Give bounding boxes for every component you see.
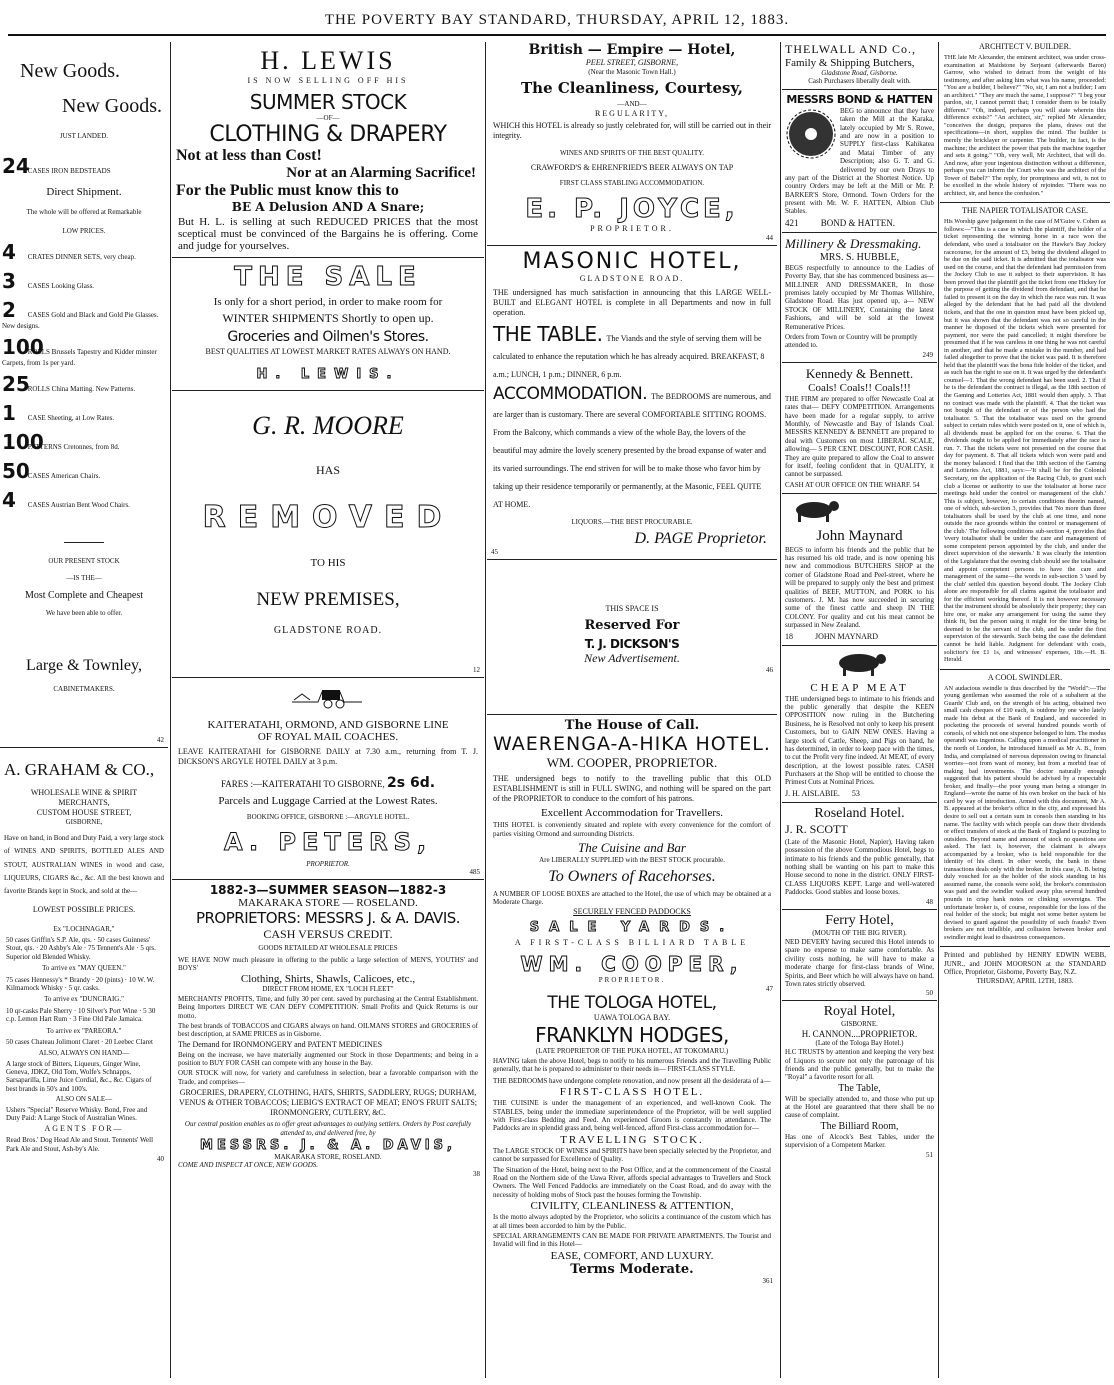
- royal-table: The Table,: [838, 1082, 881, 1094]
- travelling-stock: TRAVELLING STOCK.: [560, 1133, 704, 1146]
- goods-retailed: GOODS RETAILED AT WHOLESALE PRICES: [258, 944, 398, 953]
- to-his: TO HIS: [310, 557, 346, 570]
- peel-street: PEEL STREET, GISBORNE,: [585, 58, 679, 67]
- roseland-hotel: Roseland Hotel.: [814, 805, 905, 821]
- accommodation: ACCOMMODATION.: [493, 383, 648, 404]
- goods-quantity: 1: [2, 401, 16, 426]
- ad-rule: [782, 909, 937, 910]
- ad-ref: 50: [926, 989, 933, 998]
- situation: The Situation of the Hotel, being next to the Post Office, and at the commencement of the Coastal Road on the Northern side of the Uawa River, affords special advantages to Travellers and Stock Owners. The Well Fenced Paddocks are immediately on the Coast Road, and do away with the necessity of holding mobs of Stock past the houses forming the Township.: [493, 1165, 771, 1199]
- firm-name: Large & Townley,: [26, 657, 142, 675]
- fares-label: FARES :—KAITERATAHI TO GISBORNE,: [220, 779, 385, 790]
- column-2: [172, 42, 484, 1378]
- near-masonic: (Near the Masonic Town Hall.): [588, 68, 676, 76]
- coals: Coals! Coals!! Coals!!!: [808, 381, 911, 394]
- goods-quantity: 25: [2, 372, 30, 397]
- ad-ref: 40: [157, 1155, 164, 1164]
- column-rule: [938, 42, 939, 1378]
- goods-quantity: 4: [2, 240, 16, 265]
- uawa: UAWA TOLOGA BAY.: [593, 1012, 671, 1022]
- divider: [940, 669, 1110, 670]
- ad-rule: [782, 1000, 937, 1001]
- goods-list: [0, 240, 168, 512]
- ease-comfort: EASE, COMFORT, AND LUXURY.: [550, 1249, 714, 1262]
- ad-ref: 42: [157, 735, 164, 744]
- ex-duncraig-list: 10 qr-casks Pale Sherry · 10 Silver's Port Wine · 5 30 c.p. Lemon Hart Rum · 3 Fine Old Pale Jamaica.: [6, 1006, 156, 1024]
- divider: [172, 390, 484, 391]
- coach-icon: [172, 682, 484, 715]
- terms-moderate: Terms Moderate.: [570, 1261, 694, 1277]
- public-know: For the Public must know this to: [176, 182, 399, 200]
- billiard-room: The Billiard Room,: [820, 1120, 899, 1132]
- late-puka: (LATE PROPRIETOR OF THE PUKA HOTEL, AT TOKOMARU.): [535, 1046, 729, 1055]
- messrs-davis: MESSRS. J. & A. DAVIS,: [200, 1138, 456, 1154]
- hc-text: H.C TRUSTS by attention and keeping the very best of Liquors to secure not only the patronage of his friends and the public generally, but to make the "Royal" a favorite resort for all.: [785, 1048, 934, 1082]
- column-rule: [780, 42, 781, 1378]
- convenient-text: THIS HOTEL is conveniently situated and replete with every convenience for the comfort of parties visiting Ormond and surrounding Districts.: [493, 821, 771, 838]
- custom-house: CUSTOM HOUSE STREET,: [36, 807, 132, 817]
- ad-ref: 485: [469, 868, 480, 877]
- billiard-table: A FIRST-CLASS BILLIARD TABLE: [514, 938, 750, 948]
- season: 1882-3—SUMMER SEASON—1882-3: [209, 883, 447, 898]
- ad-rule: [782, 493, 937, 494]
- ad-ref: 45: [491, 547, 498, 556]
- also-text: A large stock of Bitters, Liqueurs, Ginger Wine, Geneva, JDKZ, Old Tom, Wolfe's Schnapps, Sarsaparilla, Lime Juice Cordial, &c., &c. Cigars of best brands in 50's and 100's.: [6, 1059, 152, 1093]
- ad-ref: 421: [785, 217, 799, 228]
- ex-pareora: To arrive ex "PAREORA.": [46, 1026, 122, 1035]
- goods-quantity: 3: [2, 269, 16, 294]
- hubble-text: BEGS respectfully to announce to the Ladies of Poverty Bay, that she has commenced business as— MILLINER AND DRESSMAKER, In those premises lately occupied by Mr Thomas Willshire, Gladstone Road. Has just opened up, a— NEW STOCK OF MILLINERY, Containing the latest Fashions, and will be sold at the lowest Remunerative Prices.: [785, 263, 934, 331]
- auction-note: The whole will be offered at Remarkable: [26, 208, 142, 217]
- column-3: [487, 42, 777, 1378]
- ad-ref: 12: [473, 666, 480, 675]
- masonic-intro: THE undersigned has much satisfaction in announcing that this LARGE WELL-BUILT and ELEGANT HOTEL is complete in all Departments and now in full operation.: [493, 287, 771, 317]
- goods-description: CASES American Chairs.: [27, 472, 101, 481]
- ex-duncraig: To arrive ex "DUNCRAIG.": [44, 995, 124, 1004]
- this-space: THIS SPACE IS: [605, 604, 659, 614]
- new-goods-heading-2: New Goods.: [62, 95, 162, 117]
- joyce: E. P. JOYCE,: [525, 193, 739, 224]
- cuisine-text: THE CUISINE is under the management of an experienced, and well-known Cook. The STABLES, being under the immediate superintendence of the Proprietor, will be well supplied with First-class Bedding and Feed. An experienced Groom is constantly in attendance. The Paddocks are in splendid grass and, being well-fenced, afford First-class accommodation for—: [493, 1099, 771, 1133]
- cooper-intro: THE undersigned begs to notify to the travelling public that this OLD ESTABLISHMENT is still in FULL SWING, and nothing will be spared on the part of the PROPRIETOR to conduce to the comfort of his patrons.: [493, 774, 771, 804]
- groceries: Groceries and Oilmen's Stores.: [227, 329, 429, 346]
- goods-list-item: [2, 240, 168, 264]
- orders: Orders from Town or Country will be promptly attended to.: [785, 332, 918, 350]
- kennedy-bennett: Kennedy & Bennett.: [805, 365, 914, 381]
- sale-text: Ushers "Special" Reserve Whisky. Bond, Free and Duty Paid: A Large Stock of Australian Wines.: [6, 1105, 148, 1123]
- ferry-text: NED DEVERY having secured this Hotel intends to spare no expense to make same comfortable. As civility costs nothing, he will have to make a moderate charge for first-class brands of Wine, Spirits, and Beer which he will always have on hand. Town rates strictly observed.: [785, 938, 934, 988]
- bedrooms: THE BEDROOMS have undergone complete renovation, and now present all the desiderata of a—: [493, 1076, 771, 1085]
- royal-hotel: Royal Hotel,: [823, 1004, 896, 1020]
- goods-list-item: [2, 459, 168, 483]
- ad-rule: [487, 559, 777, 560]
- booking-office: BOOKING OFFICE, GISBORNE :—ARGYLE HOTEL.: [246, 813, 410, 822]
- lewis-signature: H. LEWIS.: [256, 367, 400, 383]
- goods-description: CRATES DINNER SETS, very cheap.: [27, 253, 136, 262]
- our-stock: OUR STOCK will now, for variety and carefulness in selection, bear a favorable comparison with the Trade, and comprises—: [178, 1069, 478, 1086]
- summer-stock: SUMMER STOCK: [249, 90, 407, 114]
- goods-list-item: [2, 430, 168, 454]
- masonic-hotel: MASONIC HOTEL,: [522, 248, 742, 274]
- makaraka-store: MAKARAKA STORE — ROSELAND.: [238, 897, 418, 910]
- hodges: FRANKLYN HODGES,: [535, 1022, 729, 1047]
- cash-wharf: CASH AT OUR OFFICE ON THE WHARF.: [785, 480, 912, 489]
- goods-quantity: 4: [2, 488, 16, 513]
- bull-icon: [782, 497, 937, 528]
- sawblade-icon: [785, 108, 837, 165]
- large-stock: The LARGE STOCK OF WINES and SPIRITS have been specially selected by the Proprietor, and cannot be surpassed for Excellence of Quality.: [493, 1146, 771, 1164]
- cheap-meat: CHEAP MEAT: [810, 681, 909, 694]
- wines: WINES AND SPIRITS OF THE BEST QUALITY.: [559, 148, 705, 157]
- winter-shipments: WINTER SHIPMENTS Shortly to open up.: [222, 311, 434, 326]
- column-4: [782, 42, 937, 1378]
- ad-rule: [782, 362, 937, 363]
- ferry-hotel: Ferry Hotel,: [825, 912, 894, 928]
- family-butchers: Family & Shipping Butchers,: [785, 57, 915, 69]
- cleanliness: The Cleanliness, Courtesy,: [521, 79, 743, 98]
- racehorses: To Owners of Racehorses.: [548, 867, 716, 885]
- cuisine-bar: The Cuisine and Bar: [578, 840, 686, 856]
- page-proprietor: D. PAGE Proprietor.: [634, 529, 767, 547]
- dickson: T. J. DICKSON'S: [584, 637, 680, 652]
- makaraka-2: MAKARAKA STORE, ROSELAND.: [274, 1153, 382, 1162]
- coach-times: LEAVE KAITERATAHI for GISBORNE DAILY at 7.30 a.m., returning from T. J. DICKSON'S ARGYLE HOTEL DAILY at 3 p.m.: [178, 747, 478, 767]
- ad-rule: [487, 245, 777, 246]
- having-taken: HAVING taken the above Hotel, begs to notify to his numerous Friends and the Travelling Public generally, that he is prepared to administer to their needs in— FIRST-CLASS STYLE.: [493, 1057, 771, 1074]
- also-on-hand: ALSO, ALWAYS ON HAND—: [38, 1049, 130, 1058]
- imprint: Printed and published by HENRY EDWIN WEBB, JUNR., and JOHN MOORSON at the STANDARD Office, Proprietor, Gisborne, Poverty Bay, N.Z.: [944, 951, 1106, 977]
- supplied: Are LIBERALLY SUPPLIED with the BEST STOCK procurable.: [539, 856, 725, 865]
- royal-mail: OF ROYAL MAIL COACHES.: [257, 731, 399, 744]
- wm-cooper: WM. COOPER,: [520, 952, 744, 977]
- ad-ref: 361: [762, 1276, 773, 1285]
- new-premises: NEW PREMISES,: [256, 589, 400, 611]
- goods-description: CASES Looking Glass.: [27, 282, 95, 291]
- peters-prop: PROPRIETOR.: [306, 859, 350, 868]
- ad-ref: 53: [851, 788, 860, 798]
- not-less-cost: Not at less than Cost!: [176, 147, 322, 165]
- billiard-text: Has one of Alcock's Best Tables, under the supervision of a Competent Marker.: [785, 1132, 934, 1150]
- divider: [64, 542, 104, 543]
- cabinetmakers: CABINETMAKERS.: [53, 685, 115, 694]
- liquors: LIQUORS.—THE BEST PROCURABLE.: [571, 517, 693, 526]
- ad-ref: 18: [785, 631, 793, 641]
- goods-quantity: 100: [2, 430, 44, 455]
- civility: CIVILITY, CLEANLINESS & ATTENTION,: [530, 1200, 734, 1213]
- also-on-sale: ALSO ON SALE—: [55, 1095, 113, 1104]
- ad-rule: [782, 802, 937, 803]
- selling-off: IS NOW SELLING OFF HIS: [247, 76, 409, 85]
- sale-period: Is only for a short period, in order to make room for: [213, 296, 443, 309]
- ex-lochnagar: Ex "LOCHNAGAR,": [53, 924, 115, 933]
- new-advertisement: New Advertisement.: [584, 651, 680, 666]
- divider: [172, 257, 484, 258]
- gladstone-road: GLADSTONE ROAD.: [273, 625, 383, 637]
- ad-ref: 48: [926, 897, 933, 906]
- millinery: Millinery & Dressmaking.: [785, 235, 922, 251]
- architect-text: THE late Mr Alexander, the eminent architect, was under cross-examination at Maidstone by Serjeant (afterwards Baron) Garrow, who wished to detract from the weight of his testimony, and after asking him what was his name, proceeded: "You are a builder, I believe?" "No, sir, I am not a builder; I am an architect." "They are much the same, I suppose?" "I beg your pardon, sir, I cannot permit that; I consider them to be totally different." "Oh, indeed, perhaps you will state wherein this difference exists?" "An architect, sir," replied Mr Alexander, "conceives the design, prepares the plans, draws out the specifications—in short, supplies the mind. The builder is merely the bricklayer or carpenter. The builder, in fact, is the machine; the architect the power that puts the machine together and sets it going." "Oh, very well, Mr Architect, that will do. And now, after your ingenious distinction without a difference, perhaps you can inform the Court who was the architect of the Tower of Babel?" The reply, for promptness and wit, is not to be excelled in the whole history of rejoinder. "There was no architect, sir, and hence the confusion.": [944, 54, 1106, 197]
- cannon: H. CANNON....PROPRIETOR.: [801, 1028, 918, 1039]
- first-class-hotel: FIRST-CLASS HOTEL.: [559, 1086, 705, 1099]
- tologa-hotel: THE TOLOGA HOTEL,: [547, 992, 717, 1013]
- goods-list-item: [2, 372, 168, 396]
- central-position: Our central position enables us to offer great advantages to outlying settlers. Orders by Post carefully attended to, and delivered free, by: [184, 1120, 472, 1137]
- column-1: [0, 42, 168, 1378]
- joyce-prop: PROPRIETOR.: [590, 223, 674, 233]
- scott: J. R. SCOTT: [785, 821, 848, 836]
- goods-description: CASES Austrian Bent Wood Chairs.: [27, 501, 130, 510]
- masthead-rule: [8, 34, 1106, 36]
- weh-text: WE HAVE NOW much pleasure in offering to the public a large selection of MEN'S, YOUTHS' and BOYS': [178, 955, 478, 972]
- hubble: MRS. S. HUBBLE,: [819, 251, 900, 263]
- ox-icon: [782, 649, 937, 682]
- ad-rule: [0, 747, 168, 748]
- goods-description: CASES Gold and Black and Gold Pie Glasses. New designs.: [2, 311, 159, 331]
- lot-text: CASES IRON BEDSTEADS: [27, 167, 111, 176]
- ad-ref: 46: [766, 666, 773, 675]
- imprint-date: THURSDAY, APRIL 12TH, 1883.: [976, 977, 1074, 986]
- which-text: WHICH this HOTEL is already so justly celebrated for, will still be carried out in their integrity.: [493, 120, 771, 140]
- napier-text: His Worship gave judgement in the case of M'Guire v. Cohen as follows:—"This is a case in which the plaintiff, the holder of a ticket representing the winning horse in a race won the defendant, who used a totalisator on the Hawke's Bay Jockey racecourse, for the amount of £3, being the dividend alleged to be due on the said ticket. It is admitted that the totalisator was used on the course, and that the defendant had permission from the Jockey Club to use it subject to their supervision. It has been proved that the plaintiff got the ticket from one Hickey for the purpose of getting the dividend from defendant, and that he failed to present it on the day in which the race was run. It was alleged by the defendant that he had paid all the dividend tickets, and that the one in question must have been picked up, but it was shown that the defendant was not so careful in the manner he disposed of the tickets which were presented for payment, nor were the paid cancelled; it might therefore be presumed that if he was careless in one thing he was not careful in another, and that he made a mistake in the number, and had failed altogether to prove that the ticket was paid. It is therefore held that the plaintiff was the bona fide holder of the ticket, and as such has the right to sue on it. It was urged by the defendant's counsel—1. That the wrong defendant has been sued. 2. That if he is the defendant the contract is illegal, as the 18th section of the Gaming and Lotteries Act, 1881 would then apply. 3. That no contract was made with the plaintiff. 4. That the ticket was not bought of the defendant or of the person who had the totalisator. 5. That the totalisator was used on the ground subject to certain rules which were posted on it, one of which is, all dividends must be applied for on the course. 6. That the dividends ought to be applied for immediately after the race is run. 7. That the tickets were not presented on the course that day for payment. 8. That all tickets which won were paid and the money balanced. I find that the 18th section of the Gaming and Lotteries Act, 1881, says:—'It shall be for the Colonial Secretary, on the application of the Racing Club, to grant such club a license or authority to use the totalisator at horse race meetings held under the control or management of the club.' This is subject, however, to certain conditions therein named, one of which, sub-section 3, provides that 'No more than three totalisators shall be used by the club at one time, and none outside the race grounds within the control or management of the club.' The following conditions sub-section 4, provides that 'every totalisator shall be under the care and management of some competent person appointed by the club, and under the direct supervision of the stewards.' It was clearly the intention of the Legislature that the owning club should see the totalisator and appoint competent persons to have the care and management of the same—the words in sub-section 3 'used by the club' settled this question beyond doubt. The Jockey Club alone are responsible for all claims against the totalisator and for the efficient working thereof. It is not however necessary that the instrument should be absolutely their property; they can hire one, or make any arrangement for using the same they think fit, but the person using it might for the time being be deemed to be the servant of the club, and be under the first supervision of the stewards. Such being the case the defendant cannot be held liable. Judgment for defendant with costs, solicitor's fee £1 1s, and witnesses' expenses, 18s.—H. B. Herald.: [944, 218, 1106, 664]
- tobaccos: The best brands of TOBACCOS and CIGARS always on hand. OILMANS STORES and GROCERIES of best description, at SAME PRICES as in Gisborne.: [178, 1021, 478, 1039]
- british-empire: British — Empire — Hotel,: [528, 42, 736, 58]
- goods-list-item: [2, 488, 168, 512]
- column-5: [940, 42, 1110, 1378]
- divider: [940, 202, 1110, 203]
- ex-pareora-list: 50 cases Chateau Jolimont Claret · 20 Leebec Claret: [6, 1037, 153, 1046]
- regularity: REGULARITY,: [594, 108, 670, 118]
- special-arrangements: SPECIAL ARRANGEMENTS CAN BE MADE FOR PRIVATE APARTMENTS. The Tourist and Invalid will find in this Hotel—: [493, 1231, 771, 1249]
- accommodation-text: The BEDROOMS are numerous, and are larger than is customary. There are several COMFORTABLE SITTING ROOMS. From the Balcony, which commands a view of the whole Bay, the lovers of the beautiful may admire the lovely scenery presented by the broad expanse of water and its varied surroundings. The end striven for will be to make those who favor him by taking up their residence temporarily or permanently, at the Masonic, FEEL QUITE AT HOME.: [493, 391, 771, 509]
- maynard-signature: JOHN MAYNARD: [815, 631, 879, 641]
- of: —OF—: [316, 114, 340, 122]
- lot-number: 24: [2, 154, 30, 179]
- goods-quantity: 50: [2, 459, 30, 484]
- royal-table-text: Will be specially attended to, and those who put up at the Hotel are guaranteed that there shall be no cause of complaint.: [785, 1094, 934, 1120]
- ad-ref: 44: [766, 233, 773, 242]
- fare: 2s 6d.: [387, 775, 436, 792]
- ex-may-queen-list: 75 cases Hennessy's * Brandy · 20 (pints) · 10 W. W. Kilmarnock Whisky · 5 qr. casks.: [6, 975, 155, 992]
- direct-shipment: Direct Shipment.: [46, 186, 122, 199]
- parcels: Parcels and Luggage Carried at the Lowest Rates.: [218, 795, 438, 808]
- davis: PROPRIETORS: MESSRS J. & A. DAVIS.: [195, 909, 461, 928]
- able-to-offer: We have been able to offer.: [45, 608, 123, 617]
- goods-list-item: [2, 298, 168, 330]
- peters: A. PETERS,: [223, 827, 433, 856]
- goods-list-item: [2, 335, 168, 367]
- increase-text: Being on the increase, we have materially augmented our Stock in those Departments; and being in a position to BUY FOR CASH can compete with any house in the Bay.: [178, 1050, 478, 1068]
- architect-heading: ARCHITECT V. BUILDER.: [978, 42, 1071, 51]
- best-qualities: BEST QUALITIES AT LOWEST MARKET RATES ALWAYS ON HAND.: [205, 347, 451, 357]
- goods-list-item: [2, 269, 168, 293]
- clothing-drapery: CLOTHING & DRAPERY: [209, 122, 447, 148]
- coach-line: KAITERATAHI, ORMOND, AND GISBORNE LINE: [207, 719, 449, 732]
- goods-quantity: 100: [2, 335, 44, 360]
- mouth-big-river: (MOUTH OF THE BIG RIVER).: [812, 928, 907, 937]
- cash-purchasers: Cash Purchasers liberally dealt with.: [808, 77, 911, 86]
- waerenga: WAERENGA-A-HIKA HOTEL.: [493, 733, 771, 756]
- stock-list: GROCERIES, DRAPERY, CLOTHING, HATS, SHIRTS, SADDLERY, RUGS; DURHAM, VENUS & OTHER TOBACCOS; LIEBIG'S EXTRACT OF MEAT; ENO'S FRUIT SALTS; IRONMONGERY, CUTLERY, &C.: [178, 1088, 478, 1118]
- ad-rule: [172, 677, 484, 678]
- ad-rule: [782, 89, 937, 90]
- goods-description: ROLLS Brussels Tapestry and Kidder minster Carpets, from 1s per yard.: [2, 348, 157, 368]
- has: HAS: [315, 463, 340, 478]
- bond-hatten: MESSRS BOND & HATTEN: [786, 92, 933, 106]
- present-stock: OUR PRESENT STOCK: [48, 557, 120, 566]
- column-rule: [170, 42, 171, 1378]
- cooper-prop: WM. COOPER, PROPRIETOR.: [546, 755, 718, 771]
- scott-text: (Late of the Masonic Hotel, Napier), Having taken possession of the above Commodious Hotel, begs to intimate to his friends and the public generally, that nothing shall be wanting on his part to make this House second to none in the district. ONLY FIRST-CLASS LIQUORS KEPT. Large and well-watered Paddocks. Good stables and loose boxes.: [785, 837, 934, 897]
- delusion-snare: BE A Delusion AND A Snare;: [231, 200, 425, 215]
- ad-ref: 47: [766, 984, 773, 993]
- goods-quantity: 2: [2, 298, 16, 323]
- lowest-prices: LOWEST POSSIBLE PRICES.: [32, 904, 136, 914]
- ad-rule: [172, 879, 484, 880]
- swindler-text: AN audacious swindle is thus described by the "World":—The young gentleman who assumed the role of a subaltern at the Guards' Club and, on the strength of his acting, obtained two small cash cheques of £10 each, is outdone by one who lately made his debut at the Bank of England, and succeeded in pocketing the proceeds of several hundred pounds worth of consols, of which not one sixpence belonged to him. The modus operandi was ingenious. Calling upon a medical practitioner in the north of London, he introduced himself as Mr A. B., from India, and complained of nervous depression owing to financial worries—not from want of money, but from a morbid fear of making bad investments. The doctor naturally enough suggested that his patient should be advised by a respectable broker, and finally—the poor young man being a stranger in England—wrote the name of his own broker on the back of his card by way of introduction. Armed with this document, Mr A. B. appeared at the broker's office in the city, and expressed his desire to sell out a certain sum in consols then standing in his name. The facility with which people can draw their dividends or effect transfers of stock at the Bank of England is puzzling to outsiders. Beyond name and amount of stock no questions are asked. The fact is, however, the claimant is always accompanied by a broker, who is held responsible for the identity of his client. In other words, the bank in these transactions deals only with the broker. In this case, A. B. being duly vouched for as the holder of the stock standing in his assumed name, the consols were sold, the broker's commission was paid and the swindler walked away plus several hundred pounds in crisp bank notes or clinking sovereigns. The unfortunate broker is, of course, responsible for the loss of the real holder of the stock; but might not some better system be devised to guard against the possibility of such frauds? Even brokers are not infallible, and collusion between broker and swindler might lead to disastrous consequences.: [944, 684, 1106, 941]
- masthead: THE POVERTY BAY STANDARD, THURSDAY, APRIL 12, 1883.: [324, 12, 790, 28]
- cheap-text: THE undersigned begs to intimate to his friends and the public generally that despite the KEEN OPPOSITION now ruling in the Butchering Business, he is Resolved not only to keep his present Customers, but to GAIN NEW ONES. Having a large stock of Cattle, Sheep, and Pigs on hand, he has determined, in order to keep pace with the times, to cut the Profit very fine indeed. At MEAT, of every description, at the lowest possible rates. CASH Purchasers at the Shop will be entitled to choose the Primest Cuts at Nominal Prices.: [785, 694, 934, 787]
- napier-heading: THE NAPIER TOTALISATOR CASE.: [961, 206, 1089, 216]
- alarming-sacrifice: Nor at an Alarming Sacrifice!: [286, 165, 476, 182]
- ad-ref: 38: [473, 1169, 480, 1178]
- clothing-line: Clothing, Shirts, Shawls, Calicoes, etc.,: [240, 973, 416, 986]
- agents-text: Read Bros.' Dog Head Ale and Stout. Tennents' Well Park Ale and Stout, Ash-by's Ale.: [6, 1136, 154, 1153]
- kb-text: THE FIRM are prepared to offer Newcastle Coal at rates that— DEFY COMPETITION. Arrangements have been made for a regular supply, to arrive Monthly, of Newcastle and Bay of Islands Coal. MESSRS KENNEDY & BENNETT are prepared to deal with Customers on most LIBERAL SCALE, allowing— 5 PER CENT. DISCOUNT, FOR CASH. They are quite prepared to allow the Coal to answer for itself, feeling confident that in QUALITY, it cannot be surpassed.: [785, 394, 934, 479]
- goods-description: CASE Sheeting, at Low Rates.: [27, 414, 115, 423]
- crawford: CRAWFORD'S & EHRENFRIED'S BEER ALWAYS ON TAP: [530, 163, 734, 173]
- goods-description: PATTERNS Cretonnes, from 8d.: [27, 443, 120, 452]
- merchants: MERCHANTS,: [58, 797, 110, 807]
- just-landed: JUST LANDED.: [59, 132, 109, 140]
- new-goods-heading: New Goods.: [20, 60, 120, 82]
- ad-ref: 249: [922, 350, 933, 359]
- cash-credit: CASH VERSUS CREDIT.: [263, 927, 393, 942]
- house-of-call: The House of Call.: [564, 718, 700, 734]
- ad-ref: 54: [912, 480, 920, 489]
- thelwall-address: Gladstone Road, Gisborne.: [821, 69, 898, 77]
- graham-body: Have on hand, in Bond and Duty Paid, a very large stock of WINES AND SPIRITS, BOTTLED ALES AND STOUT, AUSTRALIAN WINES in wood and case, LIQUEURS, CIGARS &c., &c. All the best known and favorite Brands kept in Stock, and sold at the—: [4, 834, 164, 896]
- and: —AND—: [617, 100, 647, 109]
- ad-rule: [782, 232, 937, 233]
- the-table: THE TABLE.: [493, 321, 603, 346]
- low-prices: LOW PRICES.: [62, 226, 106, 235]
- royal-gisborne: GISBORNE.: [841, 1020, 878, 1029]
- ad-rule: [782, 645, 937, 646]
- gisborne: GISBORNE,: [65, 817, 103, 826]
- goods-list-item: [2, 401, 168, 425]
- fenced-paddocks: SECURELY FENCED PADDOCKS: [573, 907, 691, 917]
- table-text: The Viands and the style of serving them will be calculated to enhance the reputation which he has already acquired. BREAKFAST, 8 a.m.; LUNCH, 1 p.m.; DINNER, 6 p.m.: [493, 333, 765, 379]
- ex-lochnagar-list: 50 cases Griffin's S.P. Ale, qts. · 50 cases Guinness' Stout, qts. · 20 Ashby's Ale · 75 Tennent's Ale · 5 qrs. Superior old Blended Whisky.: [6, 936, 156, 961]
- reserved-for: Reserved For: [584, 618, 680, 634]
- moore-heading: G. R. MOORE: [252, 411, 404, 441]
- sale-yards: SALE YARDS.: [529, 920, 735, 936]
- lewis-heading: H. LEWIS: [260, 46, 396, 75]
- lewis-body: But H. L. is selling at such REDUCED PRICES that the most sceptical must be convinced of the Bargains he is offering. Come and judge for yourselves.: [178, 216, 478, 253]
- late-tologa: (Late of the Tologa Bay Hotel.): [815, 1038, 904, 1047]
- motto: Is the motto always adopted by the Proprietor, who solicits a continuance of the custom which has at all times been accorded to him by the Public.: [493, 1213, 771, 1230]
- thelwall: THELWALL AND Co.,: [785, 42, 916, 56]
- ex-may-queen: To arrive ex "MAY QUEEN.": [42, 964, 126, 973]
- merchants-profits: MERCHANTS' PROFITS, Time, and fully 30 per cent. saved by purchasing at the Central Establishment. Being Importers DIRECT WE CAN DEFY COMPETITION. Small Profits and Quick Returns is our motto.: [178, 994, 478, 1020]
- divider: [940, 946, 1110, 947]
- graham-heading: A. GRAHAM & CO.,: [4, 759, 155, 779]
- cooper-prop-2: PROPRIETOR.: [598, 976, 666, 985]
- goods-description: ROLLS China Matting. New Patterns.: [27, 385, 136, 394]
- is-the: —IS THE—: [66, 573, 102, 582]
- ad-ref: 51: [926, 1150, 933, 1159]
- bond-signature: BOND & HATTEN.: [820, 217, 895, 228]
- masonic-road: GLADSTONE ROAD.: [579, 273, 685, 283]
- maynard-text: BEGS to inform his friends and the public that he has resumed his old trade, and is now opening his new and commodious BUTCHERS SHOP at the corner of Gladstone Road and Peel-street, where he will be prepared to supply only the best and primest qualities of BEEF, MUTTON, and PORK to his customers. J. M. has now succeeded in securing some of the finest cattle and sheep IN THE COLONY. For quality and cut his meat cannot be surpassed in New Zealand.: [785, 545, 934, 630]
- removed: REMOVED: [202, 500, 454, 536]
- direct-home: DIRECT FROM HOME, EX "LOCH FLEET": [262, 985, 394, 994]
- excellent-accom: Excellent Accommodation for Travellers.: [540, 807, 724, 820]
- demand: The Demand for IRONMONGERY and PATENT MEDICINES: [178, 1039, 383, 1049]
- the-sale: THE SALE: [234, 262, 422, 293]
- come-inspect: COME AND INSPECT AT ONCE, NEW GOODS.: [178, 1161, 319, 1170]
- agents: AGENTS FOR—: [44, 1124, 124, 1134]
- loose-boxes: A NUMBER OF LOOSE BOXES are attached to the Hotel, the use of which may be obtained at a Moderate Charge.: [493, 889, 771, 906]
- column-rule: [485, 42, 486, 1378]
- stabling: FIRST CLASS STABLING ACCOMMODATION.: [559, 179, 705, 188]
- most-complete: Most Complete and Cheapest: [24, 589, 144, 601]
- wholesale: WHOLESALE WINE & SPIRIT: [30, 787, 138, 797]
- swindler-heading: A COOL SWINDLER.: [987, 672, 1063, 682]
- john-maynard: John Maynard: [816, 527, 903, 544]
- aislabie: J. H. AISLABIE.: [785, 788, 840, 798]
- ad-rule: [487, 714, 777, 715]
- bond-text: BEG to announce that they have taken the Mill at the Karaka, lately occupied by Mr S. Rowe, and are now in a position to SUPPLY first-class Kahikatea and Matai Timber of any Description; also G. T. and G. delivered by our own Drays to any part of the District at the Shortest Notice. Up country Orders may be left at the Mill or Mr. P. BARKER'S Store, Ormond. Town Orders for the present with Mr. W. F. HATTEN, Albion Club Stables.: [785, 106, 934, 216]
